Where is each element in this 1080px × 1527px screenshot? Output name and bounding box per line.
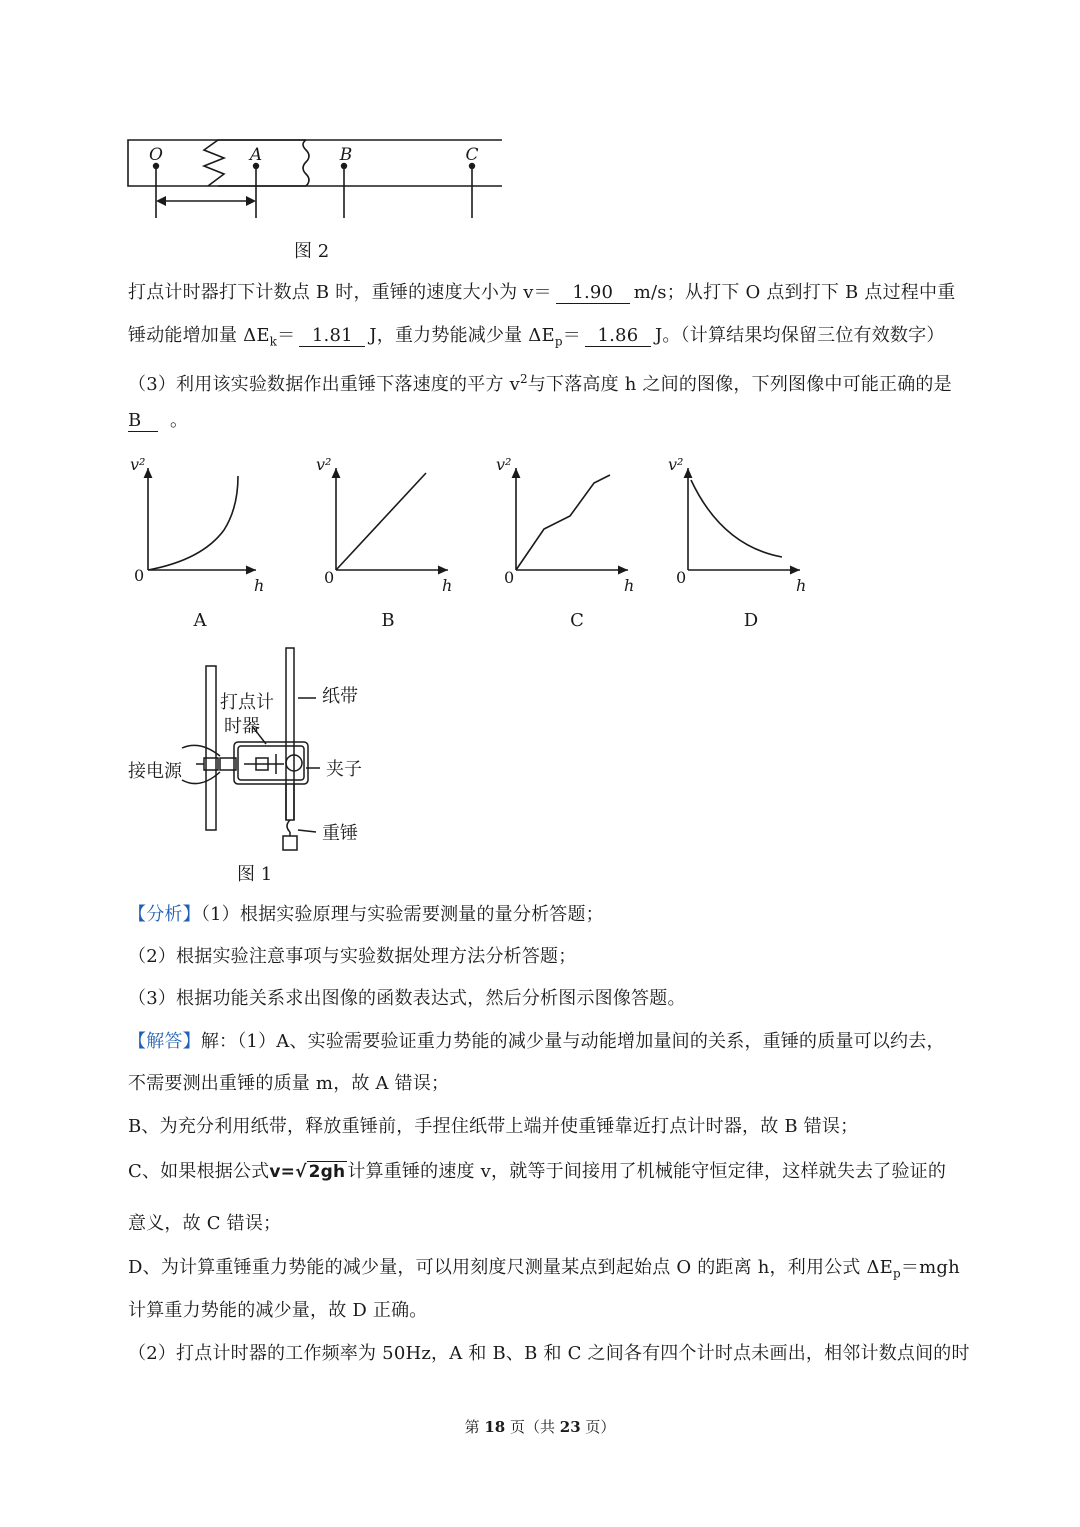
- graph-b: [336, 468, 448, 570]
- graph-d-xlabel: h: [796, 576, 807, 595]
- power-label: 接电源: [128, 761, 182, 782]
- solution-line-3: B、为充分利用纸带，释放重锤前，手捏住纸带上端并使重锤靠近打点计时器，故 B 错误；: [128, 1116, 859, 1137]
- tape-label-c: C: [465, 145, 479, 165]
- graph-d: [688, 468, 800, 570]
- graph-b-line: [336, 473, 426, 570]
- page-footer: 第 18 页（共 23 页）: [464, 1418, 616, 1436]
- tape-label: 纸带: [322, 686, 358, 707]
- graph-c: [516, 468, 628, 570]
- figure2-caption: 图 2: [294, 241, 330, 262]
- velocity-answer: 1.90: [556, 283, 630, 304]
- figure1-caption: 图 1: [237, 864, 273, 885]
- figure2-tape-diagram: [120, 130, 520, 230]
- graph-a-ylabel: v²: [130, 455, 146, 474]
- graph-c-ylabel: v²: [496, 455, 512, 474]
- graph-d-ylabel: v²: [668, 455, 684, 474]
- solution-line-6: D、为计算重锤重力势能的减少量，可以用刻度尺测量某点到起始点 O 的距离 h，利用公式 $\Delta E_p=mgh$: [128, 1257, 960, 1281]
- graph-d-label: D: [743, 610, 759, 631]
- q3-answer: B: [128, 411, 158, 432]
- graph-b-origin: 0: [324, 568, 335, 587]
- weight-label: 重锤: [322, 823, 358, 844]
- v2-h-graph-options: [120, 446, 820, 636]
- solution-line-7: 计算重力势能的减少量，故 D 正确。: [128, 1300, 428, 1321]
- solution-line-5: 意义，故 C 错误；: [128, 1213, 282, 1234]
- timer-label-1: 打点计: [220, 692, 274, 713]
- tape-label-a: A: [249, 145, 263, 165]
- solution-line-4: C、如果根据公式v=√ 2gh 计算重锤的速度 v，就等于间接用了机械能守恒定律，这样就失去了验证的: [128, 1161, 947, 1182]
- graph-a-label: A: [193, 610, 207, 631]
- solution-tag: 【解答】: [128, 1031, 201, 1052]
- result-line-2: 锤动能增加量 $\Delta E_k= 1.81$ J，重力势能减少量 $\Delta E_p= 1.86$ J。（计算结果均保留三位有效数字）: [128, 325, 945, 349]
- clip-label: 夹子: [326, 759, 362, 780]
- analysis-line-1: 【分析】（1）根据实验原理与实验需要测量的量分析答题；: [128, 904, 604, 925]
- velocity-formula: v=√ 2gh: [269, 1162, 346, 1182]
- graph-a-origin: 0: [134, 566, 145, 585]
- q3-answer-line: B 。: [128, 410, 189, 431]
- graph-b-label: B: [381, 610, 395, 631]
- result-line-1: 打点计时器打下计数点 B 时，重锤的速度大小为 v＝ 1.90 m/s；从打下 O 点到打下 B 点过程中重: [128, 282, 956, 303]
- ek-answer: 1.81: [299, 326, 365, 347]
- solution-line-2: 不需要测出重锤的质量 m，故 A 错误；: [128, 1073, 450, 1094]
- graph-c-label: C: [570, 610, 584, 631]
- page-number: 18: [484, 1418, 506, 1436]
- analysis-line-3: （3）根据功能关系求出图像的函数表达式，然后分析图示图像答题。: [128, 988, 686, 1009]
- analysis-tag: 【分析】: [128, 904, 201, 925]
- analysis-line-2: （2）根据实验注意事项与实验数据处理方法分析答题；: [128, 946, 577, 967]
- tape-label-b: B: [339, 145, 353, 165]
- graph-a: [148, 468, 256, 570]
- ep-answer: 1.86: [585, 326, 651, 347]
- graph-c-origin: 0: [504, 568, 515, 587]
- graph-a-xlabel: h: [254, 576, 265, 595]
- tape-label-o: O: [149, 145, 163, 165]
- figure1-apparatus-diagram: [120, 640, 400, 890]
- page-total: 23: [559, 1418, 581, 1436]
- graph-a-curve: [148, 476, 238, 570]
- q3-question-line: （3）利用该实验数据作出重锤下落速度的平方 $v^2$与下落高度 h 之间的图像，下列图像中可能正确的是: [128, 372, 952, 395]
- graph-b-xlabel: h: [442, 576, 453, 595]
- graph-c-xlabel: h: [624, 576, 635, 595]
- graph-b-ylabel: v²: [316, 455, 332, 474]
- solution-line-1: 【解答】解：（1）A、实验需要验证重力势能的减少量与动能增加量间的关系，重锤的质量可以约去，: [128, 1031, 945, 1052]
- solution-line-8: （2）打点计时器的工作频率为 50Hz，A 和 B、B 和 C 之间各有四个计时点未画出，相邻计数点间的时: [128, 1343, 970, 1364]
- graph-d-origin: 0: [676, 568, 687, 587]
- graph-c-polyline: [516, 475, 610, 570]
- graph-d-curve: [691, 480, 782, 557]
- timer-label-2: 时器: [224, 716, 260, 737]
